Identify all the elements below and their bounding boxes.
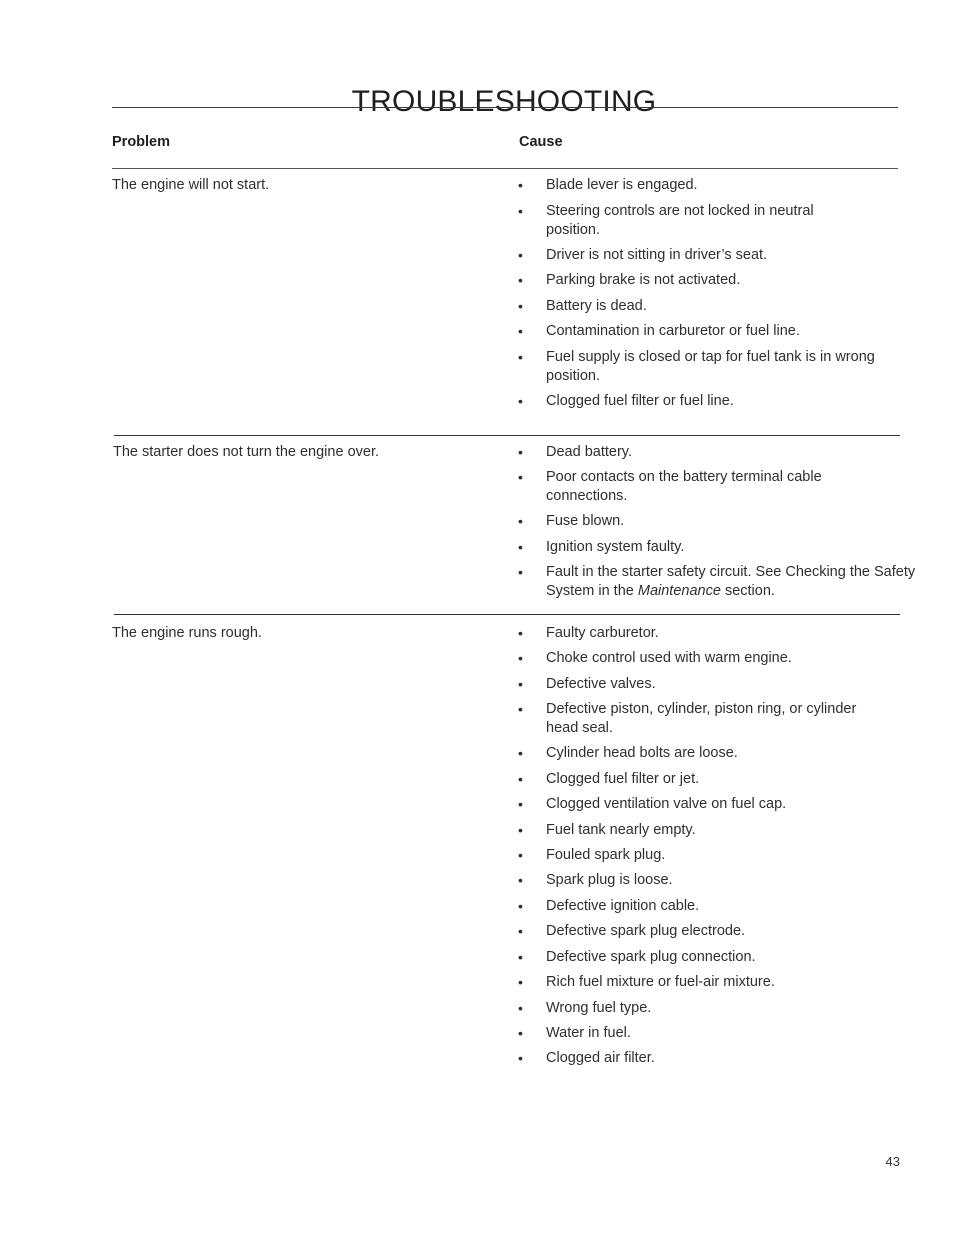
bullet-icon: •	[518, 444, 523, 460]
problem-engine-will-not-start: The engine will not start.	[112, 177, 270, 193]
list-item: • Defective piston, cylinder, piston ring, or cylinder head seal.	[518, 701, 857, 736]
bullet-icon: •	[518, 393, 523, 409]
list-item: • Poor contacts on the battery terminal cable connections.	[518, 469, 822, 504]
list-item: • Clogged air filter.	[518, 1050, 655, 1066]
bullet-icon: •	[518, 349, 523, 365]
bullet-icon: •	[518, 203, 523, 219]
bullet-icon: •	[518, 1000, 523, 1016]
list-item: • Water in fuel.	[518, 1025, 631, 1041]
list-item: • Fouled spark plug.	[518, 847, 666, 863]
bullet-icon: •	[518, 974, 523, 990]
list-item: • Choke control used with warm engine.	[518, 650, 792, 666]
list-item: • Blade lever is engaged.	[518, 177, 698, 193]
bullet-icon: •	[518, 539, 523, 555]
list-item: • Rich fuel mixture or fuel-air mixture.	[518, 974, 775, 990]
list-item: • Defective valves.	[518, 676, 656, 692]
bullet-icon: •	[518, 272, 523, 288]
bullet-icon: •	[518, 822, 523, 838]
bullet-icon: •	[518, 949, 523, 965]
bullet-icon: •	[518, 625, 523, 641]
page-title: TROUBLESHOOTING	[351, 85, 657, 119]
bullet-icon: •	[518, 923, 523, 939]
bullet-icon: •	[518, 298, 523, 314]
bullet-icon: •	[518, 469, 523, 485]
bullet-icon: •	[518, 177, 523, 193]
column-header-cause: Cause	[519, 134, 563, 150]
list-item: • Parking brake is not activated.	[518, 272, 741, 288]
list-item: • Driver is not sitting in driver’s seat.	[518, 247, 768, 263]
bullet-icon: •	[518, 650, 523, 666]
bullet-icon: •	[518, 1025, 523, 1041]
bullet-icon: •	[518, 513, 523, 529]
bullet-icon: •	[518, 701, 523, 717]
list-item: • Contamination in carburetor or fuel line.	[518, 323, 800, 339]
bullet-icon: •	[518, 771, 523, 787]
page-number: 43	[885, 1154, 900, 1169]
list-item: • Defective spark plug electrode.	[518, 923, 746, 939]
list-item: • Fuse blown.	[518, 513, 625, 529]
problem-starter-does-not-turn: The starter does not turn the engine over.	[113, 444, 379, 460]
bullet-icon: •	[518, 796, 523, 812]
list-item: • Faulty carburetor.	[518, 625, 659, 641]
bullet-icon: •	[518, 676, 523, 692]
list-item: • Wrong fuel type.	[518, 1000, 652, 1016]
bullet-icon: •	[518, 323, 523, 339]
bullet-icon: •	[518, 745, 523, 761]
section-divider	[114, 614, 900, 615]
list-item: • Fault in the starter safety circuit. See Checking the Safety System in the Maintenance section.	[518, 564, 916, 599]
bullet-icon: •	[518, 1050, 523, 1066]
list-item: • Ignition system faulty.	[518, 539, 685, 555]
list-item: • Clogged fuel filter or fuel line.	[518, 393, 734, 409]
list-item: • Fuel supply is closed or tap for fuel tank is in wrong position.	[518, 349, 875, 384]
list-item: • Clogged fuel filter or jet.	[518, 771, 700, 787]
bullet-icon: •	[518, 247, 523, 263]
problem-engine-runs-rough: The engine runs rough.	[112, 625, 262, 641]
list-item: • Defective ignition cable.	[518, 898, 700, 914]
list-item: • Clogged ventilation valve on fuel cap.	[518, 796, 787, 812]
bullet-icon: •	[518, 898, 523, 914]
list-item: • Cylinder head bolts are loose.	[518, 745, 738, 761]
bullet-icon: •	[518, 872, 523, 888]
list-item: • Steering controls are not locked in neutral position.	[518, 203, 814, 238]
list-item: • Battery is dead.	[518, 298, 647, 314]
list-item: • Spark plug is loose.	[518, 872, 673, 888]
header-divider	[112, 168, 898, 169]
bullet-icon: •	[518, 847, 523, 863]
column-header-problem: Problem	[112, 134, 171, 150]
list-item: • Fuel tank nearly empty.	[518, 822, 696, 838]
bullet-icon: •	[518, 564, 523, 580]
list-item: • Dead battery.	[518, 444, 632, 460]
section-divider	[114, 435, 900, 436]
title-divider	[112, 107, 898, 108]
list-item: • Defective spark plug connection.	[518, 949, 756, 965]
